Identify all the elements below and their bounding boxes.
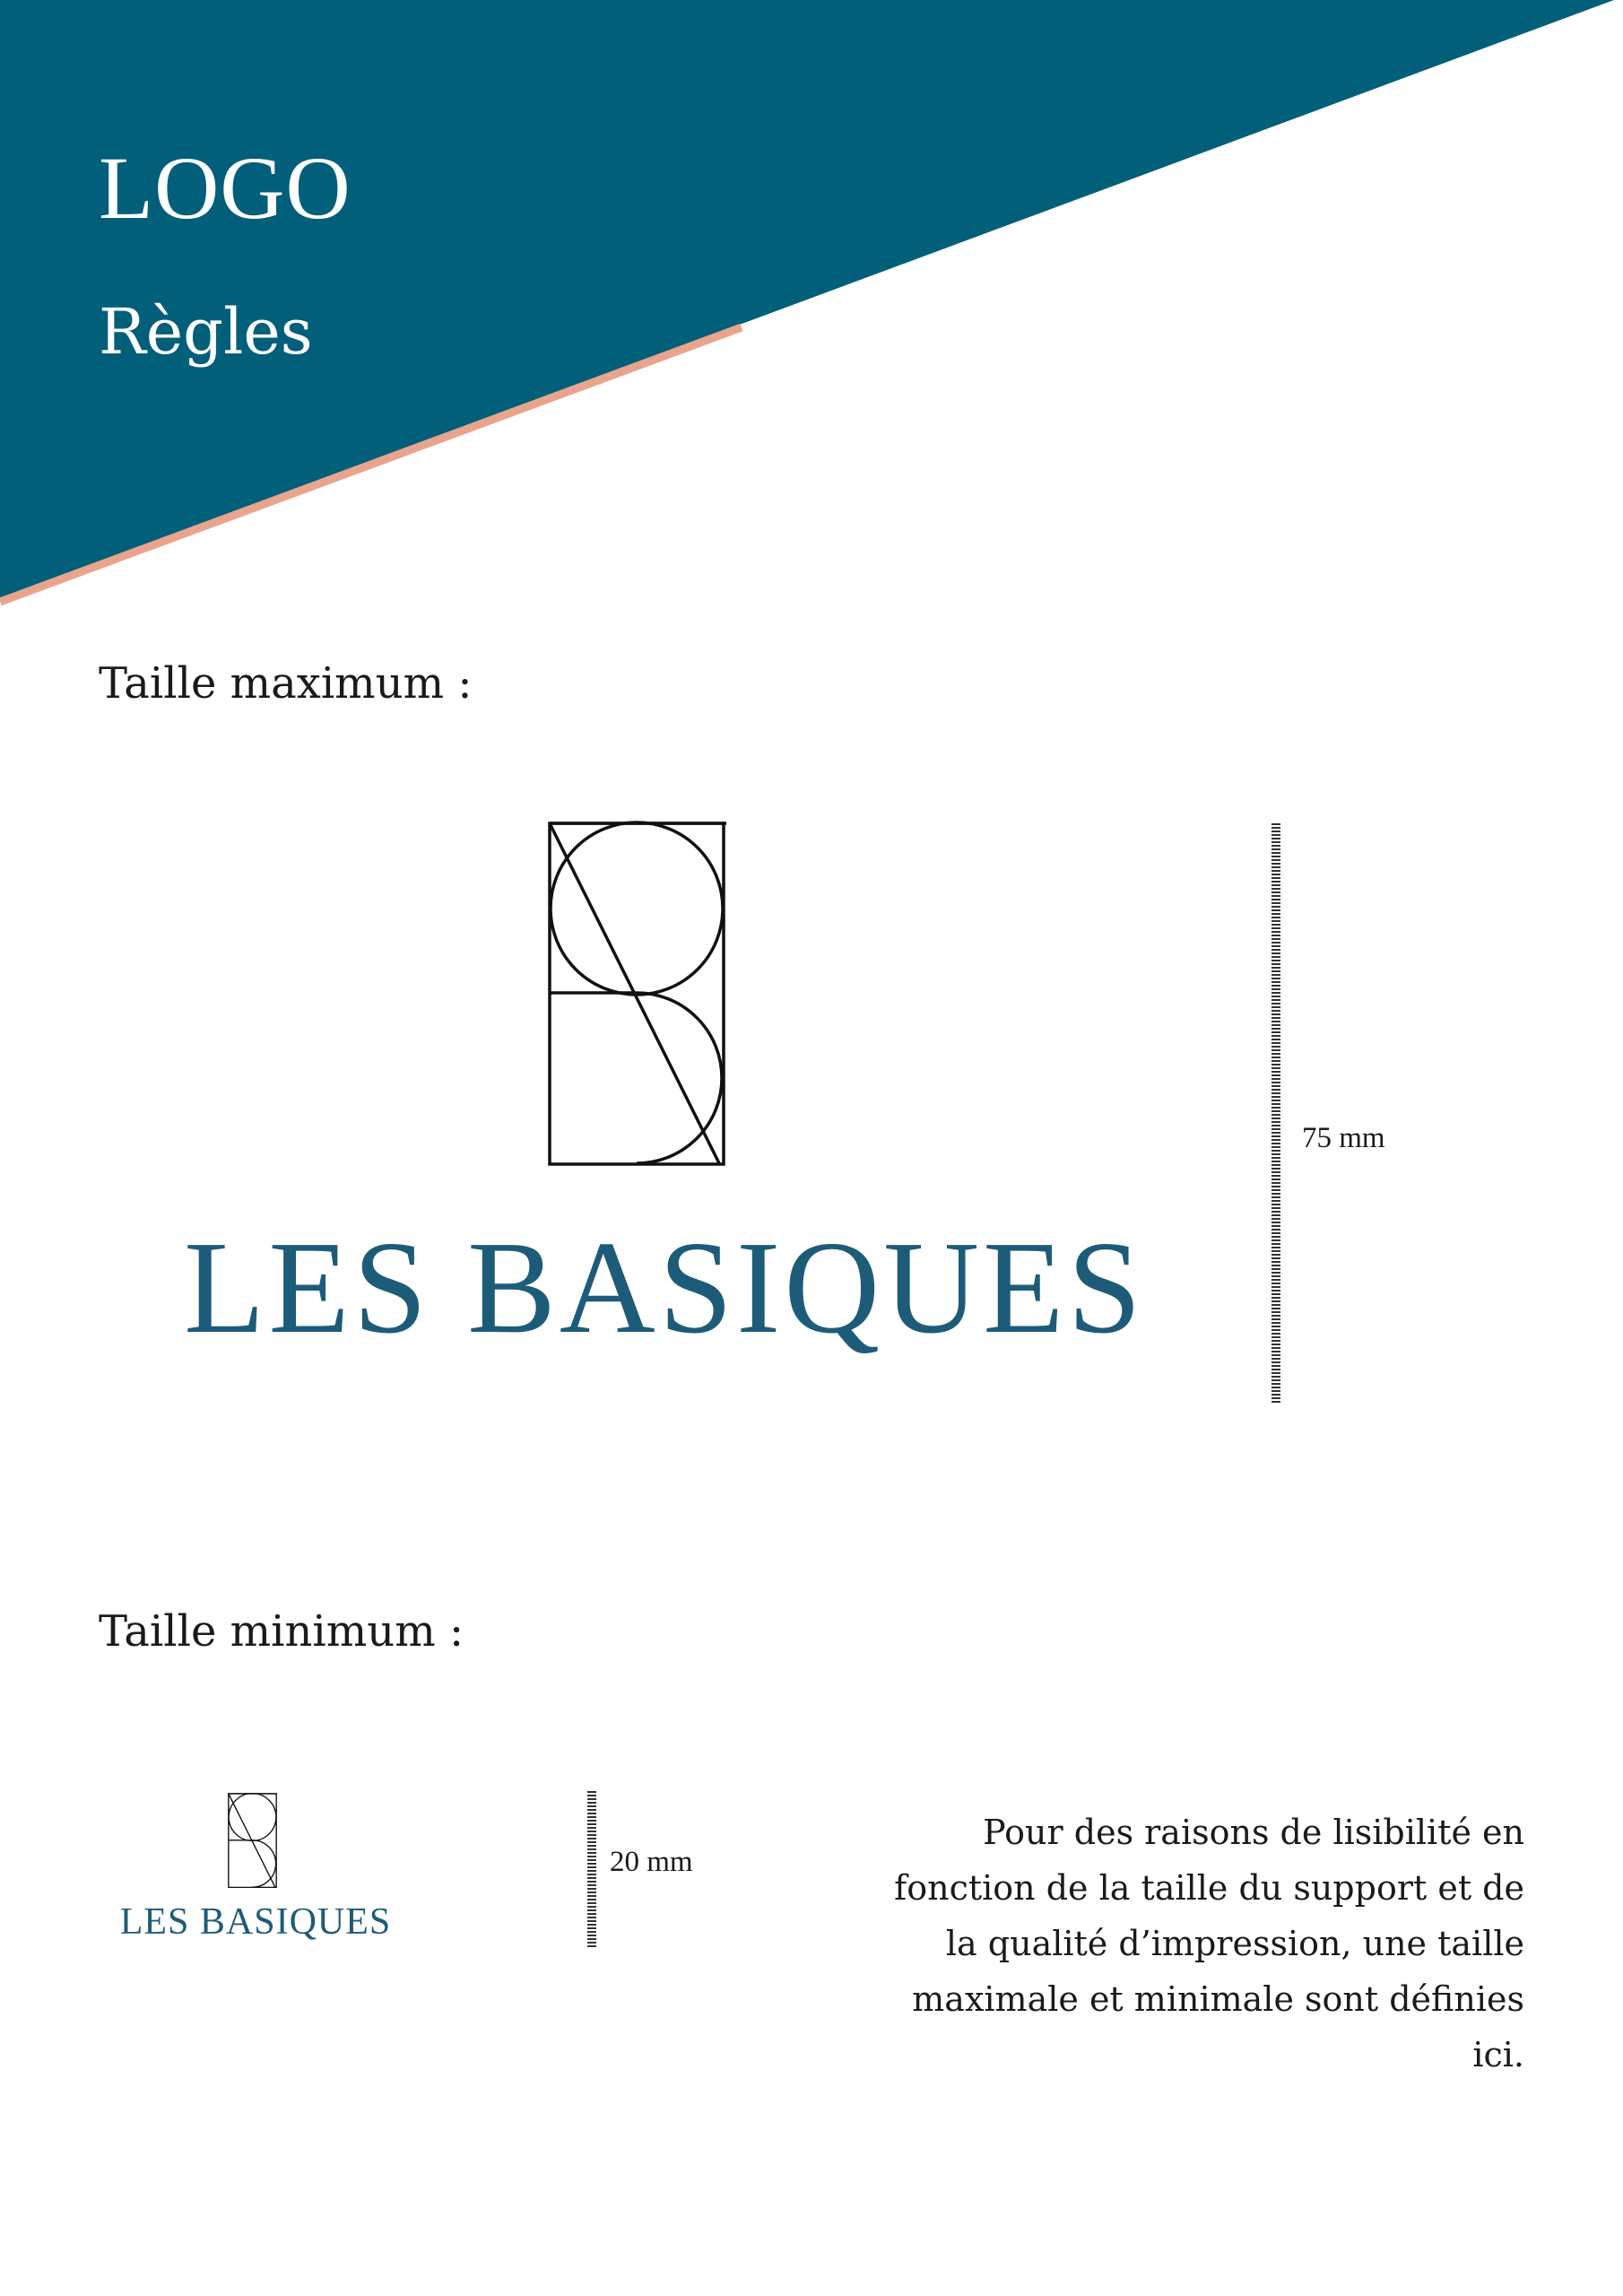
page-title: LOGO [99, 138, 352, 238]
brand-wordmark-small: LES BASIQUES [119, 1901, 392, 1943]
height-ruler-small [587, 1791, 596, 1948]
min-size-measurement: 20 mm [610, 1846, 693, 1878]
ls-monogram-icon-small [228, 1793, 277, 1888]
size-explanation-text: Pour des raisons de lisibilité en fonction de la taille du support et de la qualité d’impression, une taille maximale et minimale sont définies ici. [894, 1813, 1524, 2074]
brand-wordmark: LES BASIQUES [184, 1214, 1145, 1361]
ls-monogram-icon [547, 821, 726, 1166]
page-subtitle: Règles [99, 295, 313, 369]
max-size-label: Taille maximum : [99, 658, 473, 709]
height-ruler [1271, 823, 1280, 1405]
min-size-label: Taille minimum : [99, 1606, 464, 1657]
max-size-measurement: 75 mm [1302, 1122, 1385, 1154]
